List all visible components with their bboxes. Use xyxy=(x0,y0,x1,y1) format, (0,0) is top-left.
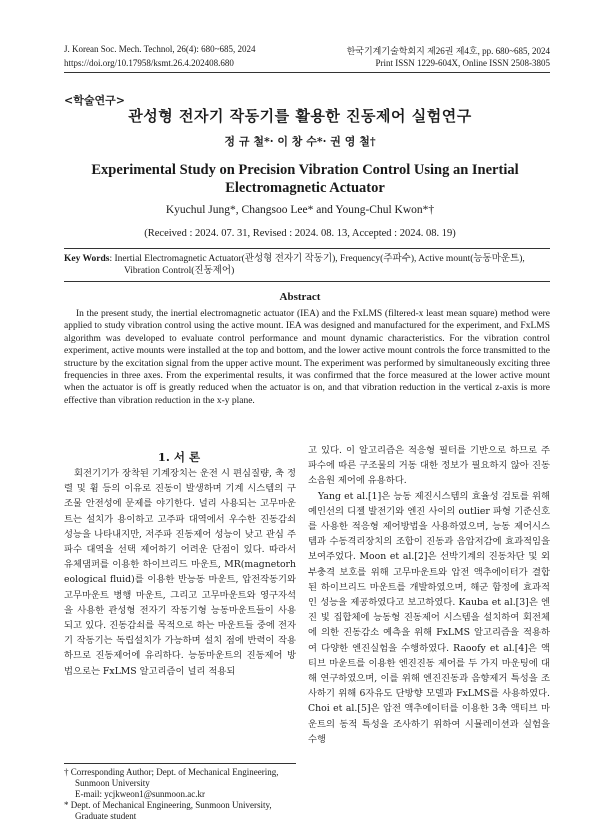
author-email[interactable]: E-mail: ycjkweon1@sunmoon.ac.kr xyxy=(75,789,206,799)
intro-paragraph: 고 있다. 이 알고리즘은 적응형 필터를 기반으로 하므로 주파수에 따른 구조물의 거동 대한 정보가 필요하지 않아 진동소음원 제어에 유용하다. xyxy=(308,445,550,487)
journal-citation-en: J. Korean Soc. Mech. Technol, 26(4): 680~685, 2024 xyxy=(64,44,256,54)
section-heading-introduction: 1. 서 론 xyxy=(157,450,201,464)
keywords-top-rule xyxy=(64,248,550,249)
keywords-bottom-rule xyxy=(64,281,550,282)
department-affiliation: * Dept. of Mechanical Engineering, Sunmoon University, Graduate student xyxy=(64,800,272,821)
abstract-text: In the present study, the inertial electromagnetic actuator (IEA) and the FxLMS (filtered-x least mean square) method were applied to study vibration control using the active mount. IEA was designed and manufactured for the experiment, and FxLMS algorithm was developed to evaluate control performance and mount dynamic characteristics. For the vibration control experiment, active mounts were installed at the top and bottom, and the lower active mount controls the force transmitted to the structure by the excitation signal from the upper active mount. The experiment was performed by simultaneously exciting three frequencies in three axes. From the experimental results, it was confirmed that the force measured at the lower active mount when the actuator is off is greatly reduced when the actuator is on, and that vibration reduction in the vertical z-axis is more effective than vibration reduction in the x-y plane. xyxy=(64,309,550,406)
doi-link[interactable]: https://doi.org/10.17958/ksmt.26.4.202408.680 xyxy=(64,58,234,68)
intro-paragraph: Yang et al.[1]은 능동 제진시스템의 효율성 검토를 위해 예인선의 디젤 발전기와 엔진 사이의 outlier 파형 기준신호를 사용한 적응형 제어방법을 사용하였으며, 능동 제어시스템과 수동격리장치의 조합이 진동과 음압저감에 효과적임을 보여주었다. Moon et al.[2]은 선박기계의 진동차단 및 외부충격 보호를 위해 고무마운트와 압전 액추에이터가 결합된 하이브리드 마운트를 개발하였으며, 해군 함정에 효과적인 성능을 제공하였다고 보고하였다. Kauba et al.[3]은 엔진 빛 집합체에 능동형 진동제어 시스템을 설치하여 회전체에 의한 진동감소 예측을 위해 FxLMS 알고리즘을 적용하여 다양한 엔진실험을 수행하였다. Raoofy et al.[4]은 액티브 마운트를 이용한 엔진진동 제어를 두 가지 마운팅에 대해 연구하였으며, 이를 위해 엔진진동과 음향제거 특성을 조사하기 위해 6자유도 단방향 모델과 FxLMS를 사용하였다. Choi et al.[5]은 압전 액추에이터를 이용한 3축 액티브 마운트의 동적 특성을 조사하기 위하여 시뮬레이션과 실험을 수행 xyxy=(308,490,550,745)
corresponding-author: † Corresponding Author; Dept. of Mechanical Engineering, Sunmoon University xyxy=(64,767,279,788)
title-english: Experimental Study on Precision Vibration Control Using an Inertial Electromagnetic Actuator xyxy=(91,162,519,196)
footnote-rule xyxy=(64,763,296,764)
authors-english: Kyuchul Jung*, Changsoo Lee* and Young-Chul Kwon*† xyxy=(165,204,435,216)
keywords-label: Key Words xyxy=(64,254,110,264)
header-rule xyxy=(64,72,550,73)
keywords xyxy=(64,253,550,277)
journal-citation-ko: 한국기계기술학회지 제26권 제4호, pp. 680~685, 2024 xyxy=(346,46,550,56)
issn-info: Print ISSN 1229-604X, Online ISSN 2508-3805 xyxy=(375,58,550,68)
received-dates: (Received : 2024. 07. 31, Revised : 2024. 08. 13, Accepted : 2024. 08. 19) xyxy=(144,228,456,239)
footnote-dept xyxy=(64,800,296,822)
footnote-corresponding xyxy=(64,767,296,800)
title-korean: 관성형 전자기 작동기를 활용한 진동제어 실험연구 xyxy=(128,107,472,125)
authors-korean: 정 규 철*· 이 창 수*· 권 영 철† xyxy=(224,135,376,148)
keywords-text: : Inertial Electromagnetic Actuator(관성형 전자기 작동기), Frequency(주파수), Active mount(능동마운트), Vibration Control(진동제어) xyxy=(109,254,525,276)
intro-left-column: 회전기기가 장착된 기계장치는 운전 시 편심질량, 축 정렬 및 휨 등의 이유로 진동이 발생하며 기계 시스템의 구조물 안전성에 문제를 야기한다. 널리 사용되는 고무마운트는 설치가 용이하고 고주파 대역에서 우수한 진동감쇠성능을 나타내지만, 저주파 진동제어 성능이 낮고 관심 주파수 대역을 선택 제어하기 어려운 단점이 있다. 따라서 유체댐퍼를 이용한 하이브리드 마운트, MR(magnetorheological fluid)를 이용한 반능동 마운트, 압전작동기와 고무마운트 병행 마운트, 그리고 고무마운트와 영구자석을 사용한 관성형 전자기 작동기형 능동마운트들이 사용되고 있다. 진동감쇠를 목적으로 하는 마운트들 중에 전자기 작동기는 독립설치가 가능하며 설치 점에 반력이 작용하므로 진동제어에 유리하다. 능동마운트의 진동제어 방법으로는 FxLMS 알고리즘이 널리 적용되 xyxy=(64,468,296,677)
intro-right-column xyxy=(308,443,550,747)
abstract-heading: Abstract xyxy=(279,291,321,303)
article-category: <학술연구> xyxy=(64,94,125,107)
